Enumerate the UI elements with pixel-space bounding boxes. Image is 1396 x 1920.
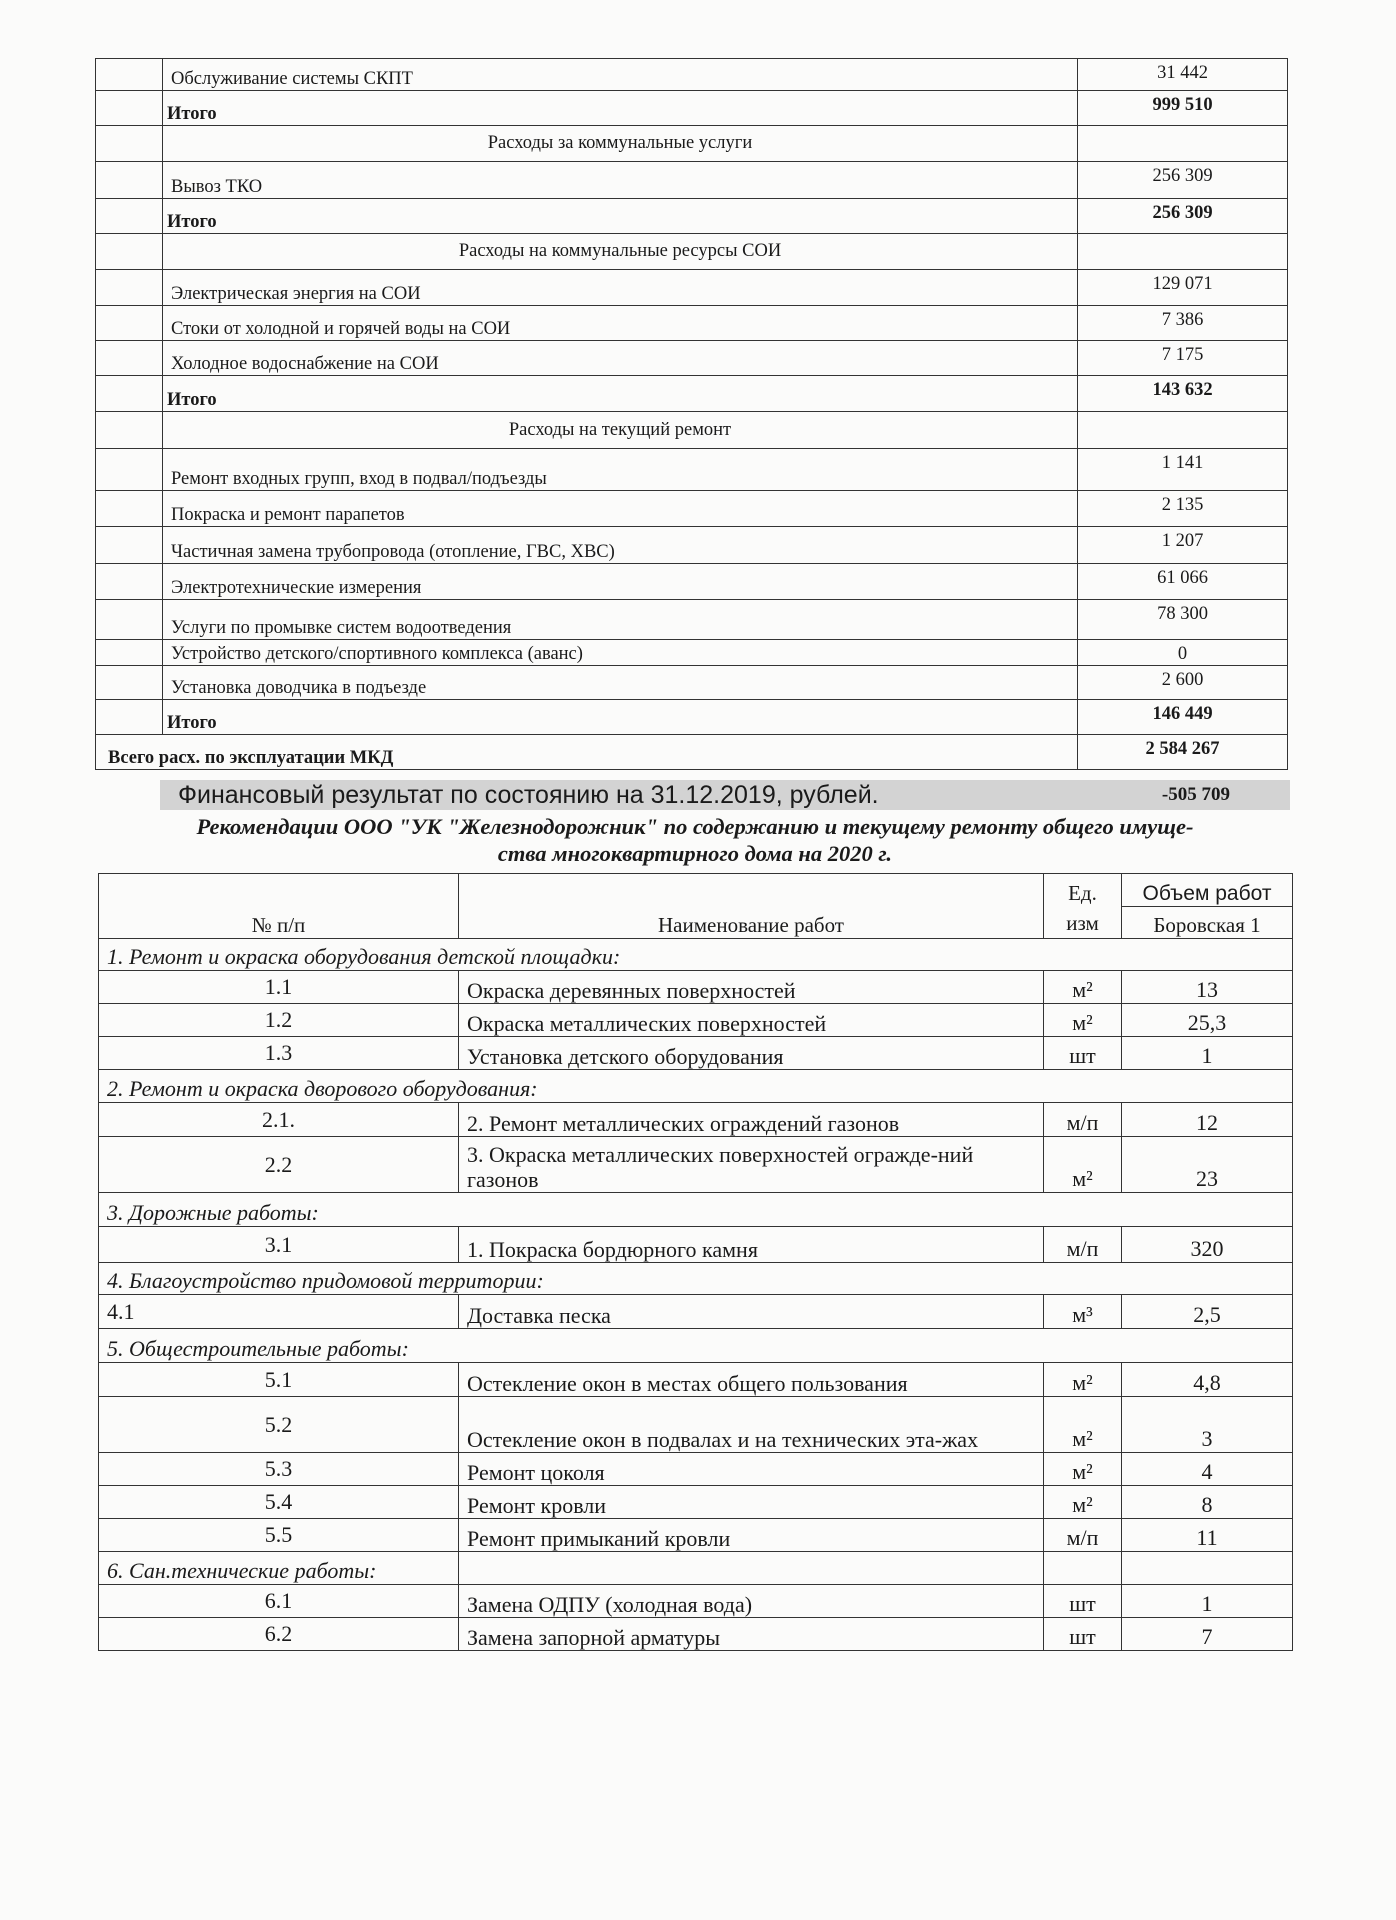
expense-row-section — [96, 234, 1288, 270]
work-unit: м² — [1044, 1137, 1122, 1193]
section-row — [99, 1193, 1293, 1227]
work-row — [99, 1585, 1293, 1618]
expense-row-marker — [96, 666, 163, 700]
expense-amount: 1 207 — [1078, 527, 1288, 564]
work-volume: 4,8 — [1122, 1363, 1293, 1397]
work-volume: 25,3 — [1122, 1004, 1293, 1037]
work-volume: 1 — [1122, 1585, 1293, 1618]
work-volume: 13 — [1122, 971, 1293, 1004]
expense-amount: 0 — [1078, 640, 1288, 666]
work-num: 1.1 — [99, 971, 459, 1004]
work-name: 3. Окраска металлических поверхностей огражде-ний газонов — [459, 1137, 1044, 1193]
recommendations-title-line2: ства многоквартирного дома на 2020 г. — [497, 841, 893, 866]
expense-amount: 256 309 — [1078, 199, 1288, 234]
work-row — [99, 1227, 1293, 1263]
expense-name: Частичная замена трубопровода (отопление, ГВС, ХВС) — [163, 527, 1078, 564]
work-name: Ремонт примыканий кровли — [459, 1519, 1044, 1552]
work-row — [99, 1453, 1293, 1486]
header-address: Боровская 1 — [1122, 907, 1293, 939]
empty-cell — [459, 1552, 1044, 1585]
expense-amount — [1078, 234, 1288, 270]
expense-amount: 7 386 — [1078, 306, 1288, 341]
expense-amount: 143 632 — [1078, 376, 1288, 412]
work-unit: м/п — [1044, 1227, 1122, 1263]
financial-result-band — [160, 780, 1290, 810]
expense-amount: 999 510 — [1078, 91, 1288, 126]
work-num: 3.1 — [99, 1227, 459, 1263]
header-unit: Ед. изм — [1044, 874, 1122, 939]
expense-row-item — [96, 666, 1288, 700]
work-volume: 8 — [1122, 1486, 1293, 1519]
expense-amount: 78 300 — [1078, 600, 1288, 640]
work-unit: шт — [1044, 1585, 1122, 1618]
expense-amount: 2 600 — [1078, 666, 1288, 700]
expense-row-item — [96, 306, 1288, 341]
expense-row-marker — [96, 91, 163, 126]
work-row — [99, 1486, 1293, 1519]
expense-row-item — [96, 449, 1288, 491]
work-num: 5.5 — [99, 1519, 459, 1552]
work-volume: 7 — [1122, 1618, 1293, 1651]
section-title: 2. Ремонт и окраска дворового оборудования: — [99, 1070, 1293, 1103]
work-name: Замена ОДПУ (холодная вода) — [459, 1585, 1044, 1618]
section-title: 1. Ремонт и окраска оборудования детской площадки: — [99, 939, 1293, 971]
expense-row-marker — [96, 527, 163, 564]
work-row — [99, 1103, 1293, 1137]
work-volume: 320 — [1122, 1227, 1293, 1263]
section-row — [99, 1329, 1293, 1363]
work-volume: 12 — [1122, 1103, 1293, 1137]
expense-name: Электротехнические измерения — [163, 564, 1078, 600]
work-name: Остекление окон в подвалах и на технических эта-жах — [459, 1397, 1044, 1453]
expense-name: Расходы на текущий ремонт — [163, 412, 1078, 449]
section-title: 6. Сан.технические работы: — [99, 1552, 459, 1585]
expense-name: Расходы на коммунальные ресурсы СОИ — [163, 234, 1078, 270]
work-name: 2. Ремонт металлических ограждений газонов — [459, 1103, 1044, 1137]
expense-row-marker — [96, 341, 163, 376]
expense-name: Покраска и ремонт парапетов — [163, 491, 1078, 527]
work-unit: м² — [1044, 1004, 1122, 1037]
grand-total-amount: 2 584 267 — [1078, 735, 1288, 770]
work-unit: м² — [1044, 1486, 1122, 1519]
work-volume: 2,5 — [1122, 1295, 1293, 1329]
work-name: Окраска металлических поверхностей — [459, 1004, 1044, 1037]
expense-name: Стоки от холодной и горячей воды на СОИ — [163, 306, 1078, 341]
expense-row-marker — [96, 700, 163, 735]
expense-name: Итого — [163, 199, 1078, 234]
work-row — [99, 1295, 1293, 1329]
work-name: Установка детского оборудования — [459, 1037, 1044, 1070]
expense-row-total — [96, 700, 1288, 735]
expense-name: Итого — [163, 91, 1078, 126]
work-name: Ремонт кровли — [459, 1486, 1044, 1519]
work-row — [99, 1397, 1293, 1453]
work-unit: шт — [1044, 1037, 1122, 1070]
expense-amount — [1078, 412, 1288, 449]
expense-row-total — [96, 91, 1288, 126]
recommendations-table — [98, 873, 1293, 1651]
expense-row-item — [96, 341, 1288, 376]
section-row — [99, 1263, 1293, 1295]
header-name: Наименование работ — [459, 874, 1044, 939]
expense-name: Итого — [163, 376, 1078, 412]
expense-row-item — [96, 162, 1288, 199]
work-num: 1.3 — [99, 1037, 459, 1070]
work-row — [99, 1137, 1293, 1193]
work-unit: м² — [1044, 971, 1122, 1004]
expense-row-marker — [96, 126, 163, 162]
expense-row-marker — [96, 306, 163, 341]
section-row — [99, 939, 1293, 971]
expense-row-item — [96, 59, 1288, 91]
expense-row-marker — [96, 449, 163, 491]
work-name: Замена запорной арматуры — [459, 1618, 1044, 1651]
expenses-table — [95, 58, 1288, 770]
expense-row-item — [96, 270, 1288, 306]
work-unit: м³ — [1044, 1295, 1122, 1329]
work-unit: шт — [1044, 1618, 1122, 1651]
financial-result-label: Финансовый результат по состоянию на 31.12.2019, рублей. — [178, 781, 879, 809]
work-name: Окраска деревянных поверхностей — [459, 971, 1044, 1004]
expense-row-item — [96, 527, 1288, 564]
expense-amount: 61 066 — [1078, 564, 1288, 600]
empty-cell — [1044, 1552, 1122, 1585]
section-row — [99, 1070, 1293, 1103]
work-unit: м² — [1044, 1397, 1122, 1453]
work-row — [99, 1519, 1293, 1552]
work-name: Ремонт цоколя — [459, 1453, 1044, 1486]
expense-name: Ремонт входных групп, вход в подвал/подъезды — [163, 449, 1078, 491]
expense-name: Услуги по промывке систем водоотведения — [163, 600, 1078, 640]
expense-name: Электрическая энергия на СОИ — [163, 270, 1078, 306]
expense-row-section — [96, 126, 1288, 162]
work-row — [99, 1037, 1293, 1070]
work-name: 1. Покраска бордюрного камня — [459, 1227, 1044, 1263]
work-row — [99, 1363, 1293, 1397]
expense-amount: 256 309 — [1078, 162, 1288, 199]
section-title: 4. Благоустройство придомовой территории: — [99, 1263, 1293, 1295]
work-unit: м/п — [1044, 1103, 1122, 1137]
recommendations-title — [95, 813, 1295, 867]
expense-row-total — [96, 376, 1288, 412]
expense-name: Холодное водоснабжение на СОИ — [163, 341, 1078, 376]
work-num: 2.2 — [99, 1137, 459, 1193]
empty-cell — [1122, 1552, 1293, 1585]
work-num: 6.1 — [99, 1585, 459, 1618]
work-num: 1.2 — [99, 1004, 459, 1037]
expense-amount: 1 141 — [1078, 449, 1288, 491]
grand-total-row — [96, 735, 1288, 770]
expense-row-total — [96, 199, 1288, 234]
work-volume: 3 — [1122, 1397, 1293, 1453]
work-num: 2.1. — [99, 1103, 459, 1137]
work-num: 5.1 — [99, 1363, 459, 1397]
work-unit: м² — [1044, 1453, 1122, 1486]
work-num: 5.3 — [99, 1453, 459, 1486]
recommendations-title-line1: Рекомендации ООО "УК "Железнодорожник" по содержанию и текущему ремонту общего имуще- — [196, 814, 1194, 839]
work-unit: м² — [1044, 1363, 1122, 1397]
work-volume: 11 — [1122, 1519, 1293, 1552]
work-num: 5.2 — [99, 1397, 459, 1453]
expense-row-marker — [96, 234, 163, 270]
expense-row-marker — [96, 640, 163, 666]
expense-row-item — [96, 600, 1288, 640]
work-num: 4.1 — [99, 1295, 459, 1329]
expense-amount — [1078, 126, 1288, 162]
work-volume: 23 — [1122, 1137, 1293, 1193]
section-title: 3. Дорожные работы: — [99, 1193, 1293, 1227]
expense-amount: 2 135 — [1078, 491, 1288, 527]
section-row — [99, 1552, 1293, 1585]
work-row — [99, 1618, 1293, 1651]
expense-row-marker — [96, 59, 163, 91]
expense-row-item — [96, 491, 1288, 527]
expense-row-item — [96, 564, 1288, 600]
expense-row-marker — [96, 564, 163, 600]
section-title: 5. Общестроительные работы: — [99, 1329, 1293, 1363]
work-row — [99, 1004, 1293, 1037]
header-volume: Объем работ — [1122, 874, 1293, 907]
expense-row-marker — [96, 600, 163, 640]
expense-row-item — [96, 640, 1288, 666]
grand-total-label: Всего расх. по эксплуатации МКД — [96, 735, 1078, 770]
work-row — [99, 971, 1293, 1004]
work-num: 5.4 — [99, 1486, 459, 1519]
expense-amount: 31 442 — [1078, 59, 1288, 91]
work-name: Остекление окон в местах общего пользования — [459, 1363, 1044, 1397]
work-name: Доставка песка — [459, 1295, 1044, 1329]
work-num: 6.2 — [99, 1618, 459, 1651]
expense-amount: 7 175 — [1078, 341, 1288, 376]
expense-row-marker — [96, 162, 163, 199]
expense-row-marker — [96, 491, 163, 527]
work-volume: 4 — [1122, 1453, 1293, 1486]
expense-name: Устройство детского/спортивного комплекса (аванс) — [163, 640, 1078, 666]
expense-name: Обслуживание системы СКПТ — [163, 59, 1078, 91]
header-num: № п/п — [99, 874, 459, 939]
expense-amount: 129 071 — [1078, 270, 1288, 306]
expense-name: Итого — [163, 700, 1078, 735]
expense-row-marker — [96, 199, 163, 234]
work-volume: 1 — [1122, 1037, 1293, 1070]
expense-name: Расходы за коммунальные услуги — [163, 126, 1078, 162]
expense-row-section — [96, 412, 1288, 449]
work-unit: м/п — [1044, 1519, 1122, 1552]
expense-row-marker — [96, 412, 163, 449]
expense-row-marker — [96, 376, 163, 412]
expense-amount: 146 449 — [1078, 700, 1288, 735]
expense-row-marker — [96, 270, 163, 306]
expense-name: Установка доводчика в подъезде — [163, 666, 1078, 700]
financial-result-value: -505 709 — [1161, 784, 1230, 805]
expense-name: Вывоз ТКО — [163, 162, 1078, 199]
